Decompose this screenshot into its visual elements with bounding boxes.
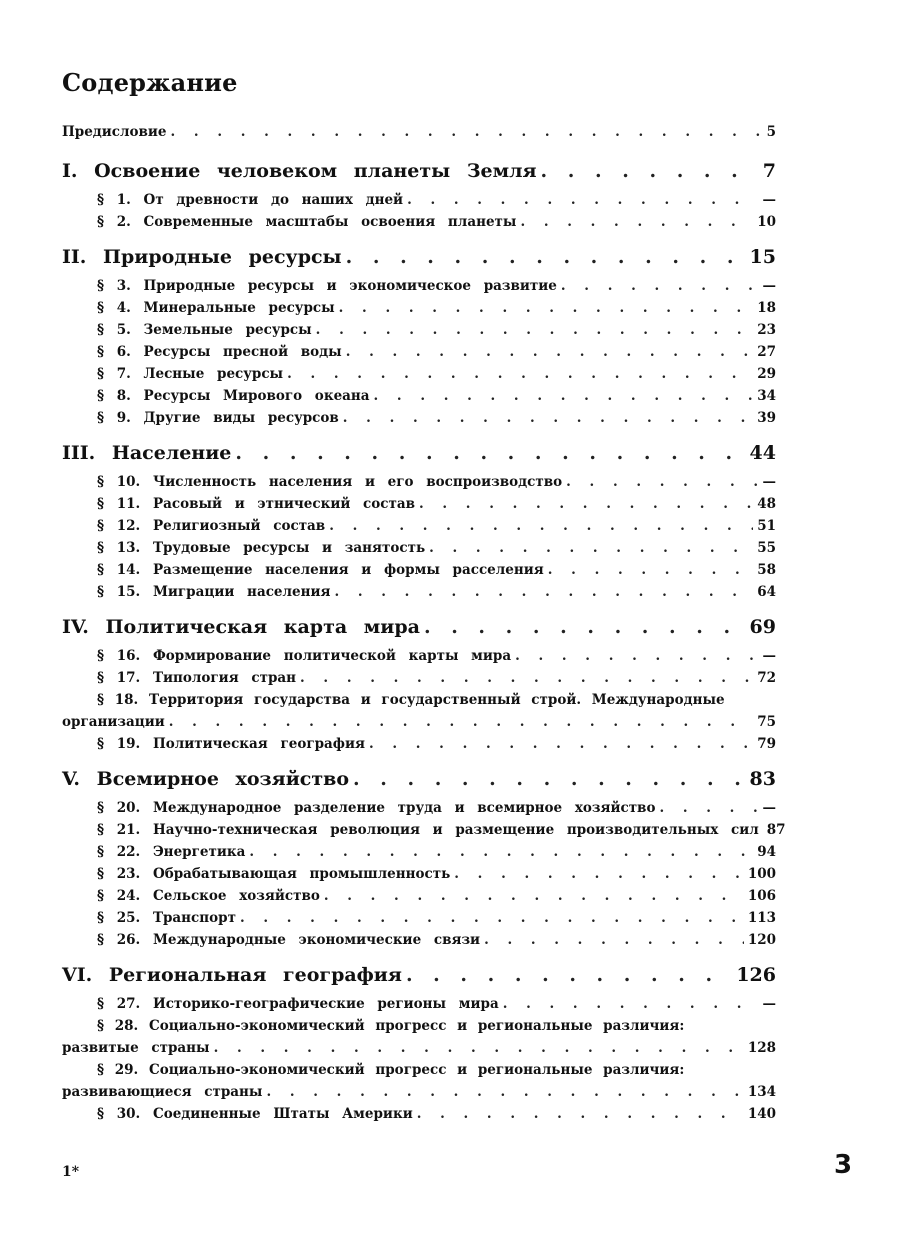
- toc-section-page: 100: [747, 866, 776, 882]
- toc-section-page: 134: [747, 1084, 776, 1100]
- toc-section-label: § 5. Земельные ресурсы: [97, 322, 312, 338]
- toc-section-page: 27: [757, 344, 776, 360]
- leader-dots: [407, 192, 758, 208]
- leader-dots: [353, 768, 746, 790]
- toc-section[interactable]: [62, 562, 776, 584]
- page-title: Содержание: [62, 68, 238, 97]
- toc-section-page: —: [762, 474, 776, 490]
- toc-chapter-page: 44: [749, 442, 776, 464]
- toc-section-page: 79: [757, 736, 776, 752]
- toc-section-label: § 11. Расовый и этнический состав: [97, 496, 415, 512]
- toc-section-page: 29: [757, 366, 776, 382]
- toc-section-label: § 16. Формирование политической карты мира: [97, 648, 512, 664]
- leader-dots: [406, 964, 732, 986]
- toc-section-label: § 1. От древности до наших дней: [97, 192, 404, 208]
- toc-section[interactable]: [62, 1084, 776, 1106]
- toc-section-label: организации: [62, 714, 165, 730]
- leader-dots: [515, 648, 758, 664]
- leader-dots: [417, 1106, 744, 1122]
- leader-dots: [329, 518, 753, 534]
- toc-section[interactable]: [62, 584, 776, 606]
- toc-chapter-label: V. Всемирное хозяйство: [62, 768, 350, 790]
- toc-section-label: § 26. Международные экономические связи: [97, 932, 481, 948]
- toc-section-label: § 20. Международное разделение труда и всемирное хозяйство: [97, 800, 656, 816]
- page-number: 3: [834, 1150, 853, 1180]
- toc-section-page: 51: [757, 518, 776, 534]
- toc-section-label: § 8. Ресурсы Мирового океана: [97, 388, 370, 404]
- toc-section-label: развивающиеся страны: [62, 1084, 263, 1100]
- toc-section-page: 106: [747, 888, 776, 904]
- leader-dots: [171, 124, 763, 140]
- toc-section[interactable]: [62, 800, 776, 822]
- toc-section[interactable]: [62, 322, 776, 344]
- toc-section[interactable]: [62, 300, 776, 322]
- leader-dots: [429, 540, 753, 556]
- toc-section-page: 48: [757, 496, 776, 512]
- toc-chapter-page: 83: [749, 768, 776, 790]
- toc-section[interactable]: [62, 1040, 776, 1062]
- leader-dots: [419, 496, 753, 512]
- toc-section-label: § 17. Типология стран: [97, 670, 297, 686]
- toc-section[interactable]: [62, 996, 776, 1018]
- toc-section-label: § 14. Размещение населения и формы расселения: [97, 562, 544, 578]
- toc-chapter-label: III. Население: [62, 442, 232, 464]
- chapter-list: [62, 160, 786, 1128]
- toc-section-page: 58: [757, 562, 776, 578]
- toc-section-label: § 22. Энергетика: [97, 844, 246, 860]
- toc-section-label-line[interactable]: § 28. Социально-экономический прогресс и региональные различия:: [97, 1018, 685, 1034]
- leader-dots: [561, 278, 759, 294]
- toc-section[interactable]: [62, 192, 776, 214]
- toc-section[interactable]: [62, 648, 776, 670]
- toc-section[interactable]: [62, 844, 776, 866]
- toc-section[interactable]: [62, 822, 786, 844]
- leader-dots: [374, 388, 754, 404]
- toc-chapter-group: [62, 246, 776, 432]
- toc-preface[interactable]: [62, 124, 776, 146]
- toc-section-label: § 21. Научно-техническая революция и размещение производительных сил: [97, 822, 759, 838]
- toc-chapter[interactable]: [62, 768, 776, 794]
- toc-section-page: 23: [757, 322, 776, 338]
- toc-chapter[interactable]: [62, 442, 776, 468]
- toc-section-label: § 6. Ресурсы пресной воды: [97, 344, 342, 360]
- toc-section-page: 39: [757, 410, 776, 426]
- leader-dots: [503, 996, 759, 1012]
- leader-dots: [324, 888, 744, 904]
- toc-section-page: 34: [757, 388, 776, 404]
- toc-chapter[interactable]: [62, 246, 776, 272]
- toc-section[interactable]: [62, 344, 776, 366]
- toc-chapter-label: II. Природные ресурсы: [62, 246, 342, 268]
- toc-chapter-group: [62, 160, 776, 236]
- toc-section[interactable]: [62, 866, 776, 888]
- leader-dots: [249, 844, 753, 860]
- toc-section[interactable]: [62, 540, 776, 562]
- toc-section-page: 55: [757, 540, 776, 556]
- leader-dots: [520, 214, 753, 230]
- toc-section-page: 72: [757, 670, 776, 686]
- toc-section-page: 87: [766, 822, 786, 838]
- toc-section-label: § 19. Политическая география: [97, 736, 365, 752]
- toc-section-label: § 2. Современные масштабы освоения планеты: [97, 214, 517, 230]
- toc-section-page: 18: [757, 300, 776, 316]
- toc-section[interactable]: [62, 496, 776, 518]
- toc-section[interactable]: [62, 736, 776, 758]
- toc-section[interactable]: [62, 518, 776, 540]
- signature-mark: 1*: [62, 1164, 80, 1180]
- toc-chapter[interactable]: [62, 616, 776, 642]
- toc-chapter-page: 15: [749, 246, 776, 268]
- leader-dots: [235, 442, 745, 464]
- toc-section[interactable]: [62, 474, 776, 496]
- leader-dots: [214, 1040, 744, 1056]
- leader-dots: [369, 736, 753, 752]
- toc-section-label: § 9. Другие виды ресурсов: [97, 410, 339, 426]
- toc-chapter-group: [62, 964, 776, 1128]
- leader-dots: [548, 562, 753, 578]
- toc-chapter-group: [62, 442, 776, 606]
- toc-preface-label: Предисловие: [62, 124, 167, 140]
- toc-section-page: —: [762, 278, 776, 294]
- toc-section-label: § 27. Историко-географические регионы мира: [97, 996, 499, 1012]
- table-of-contents: [62, 124, 786, 1138]
- toc-section-label-line[interactable]: § 29. Социально-экономический прогресс и региональные различия:: [97, 1062, 685, 1078]
- toc-section[interactable]: [62, 214, 776, 236]
- toc-section[interactable]: [62, 278, 776, 300]
- toc-chapter-page: 126: [736, 964, 776, 986]
- leader-dots: [346, 344, 754, 360]
- toc-section-page: 140: [747, 1106, 776, 1122]
- leader-dots: [339, 300, 754, 316]
- leader-dots: [316, 322, 754, 338]
- toc-section[interactable]: [62, 910, 776, 932]
- toc-section-page: 128: [747, 1040, 776, 1056]
- toc-chapter-label: VI. Региональная география: [62, 964, 402, 986]
- toc-preface-page: 5: [766, 124, 776, 140]
- leader-dots: [300, 670, 753, 686]
- toc-section-label: § 25. Транспорт: [97, 910, 236, 926]
- toc-section-page: 94: [757, 844, 776, 860]
- leader-dots: [541, 160, 759, 182]
- toc-section[interactable]: [62, 366, 776, 388]
- toc-section-page: 75: [757, 714, 776, 730]
- leader-dots: [346, 246, 746, 268]
- toc-section-label: § 30. Соединенные Штаты Америки: [97, 1106, 413, 1122]
- leader-dots: [484, 932, 744, 948]
- toc-section-label: § 10. Численность населения и его воспроизводство: [97, 474, 563, 490]
- toc-section-label-line[interactable]: § 18. Территория государства и государственный строй. Международные: [97, 692, 725, 708]
- toc-section-label: § 23. Обрабатывающая промышленность: [97, 866, 451, 882]
- toc-section-label: § 3. Природные ресурсы и экономическое развитие: [97, 278, 557, 294]
- toc-section-page: 120: [747, 932, 776, 948]
- toc-section[interactable]: [62, 388, 776, 410]
- toc-section-page: 10: [757, 214, 776, 230]
- toc-section-label: § 4. Минеральные ресурсы: [97, 300, 335, 316]
- toc-chapter-group: [62, 616, 776, 758]
- leader-dots: [566, 474, 758, 490]
- toc-chapter-page: 7: [762, 160, 776, 182]
- toc-section-page: —: [762, 648, 776, 664]
- toc-section-page: —: [762, 800, 776, 816]
- toc-section-label: § 15. Миграции населения: [97, 584, 331, 600]
- toc-section-page: 113: [747, 910, 776, 926]
- toc-chapter-label: IV. Политическая карта мира: [62, 616, 420, 638]
- toc-section-label: § 13. Трудовые ресурсы и занятость: [97, 540, 426, 556]
- toc-section-page: 64: [757, 584, 776, 600]
- toc-section[interactable]: [62, 714, 776, 736]
- toc-section[interactable]: [62, 410, 776, 432]
- leader-dots: [169, 714, 753, 730]
- toc-section[interactable]: [62, 932, 776, 954]
- toc-section-label: развитые страны: [62, 1040, 210, 1056]
- toc-section[interactable]: [62, 888, 776, 910]
- toc-chapter[interactable]: [62, 964, 776, 990]
- leader-dots: [659, 800, 758, 816]
- leader-dots: [287, 366, 753, 382]
- toc-chapter-page: 69: [749, 616, 776, 638]
- leader-dots: [334, 584, 753, 600]
- toc-chapter[interactable]: [62, 160, 776, 186]
- toc-section-page: —: [762, 192, 776, 208]
- toc-section-page: —: [762, 996, 776, 1012]
- toc-section-label: § 12. Религиозный состав: [97, 518, 326, 534]
- leader-dots: [266, 1084, 743, 1100]
- toc-chapter-group: [62, 768, 786, 954]
- toc-section[interactable]: [62, 1106, 776, 1128]
- toc-chapter-label: I. Освоение человеком планеты Земля: [62, 160, 537, 182]
- toc-section-label: § 7. Лесные ресурсы: [97, 366, 284, 382]
- leader-dots: [454, 866, 744, 882]
- toc-section-label: § 24. Сельское хозяйство: [97, 888, 320, 904]
- toc-section[interactable]: [62, 670, 776, 692]
- leader-dots: [424, 616, 746, 638]
- leader-dots: [343, 410, 753, 426]
- leader-dots: [240, 910, 744, 926]
